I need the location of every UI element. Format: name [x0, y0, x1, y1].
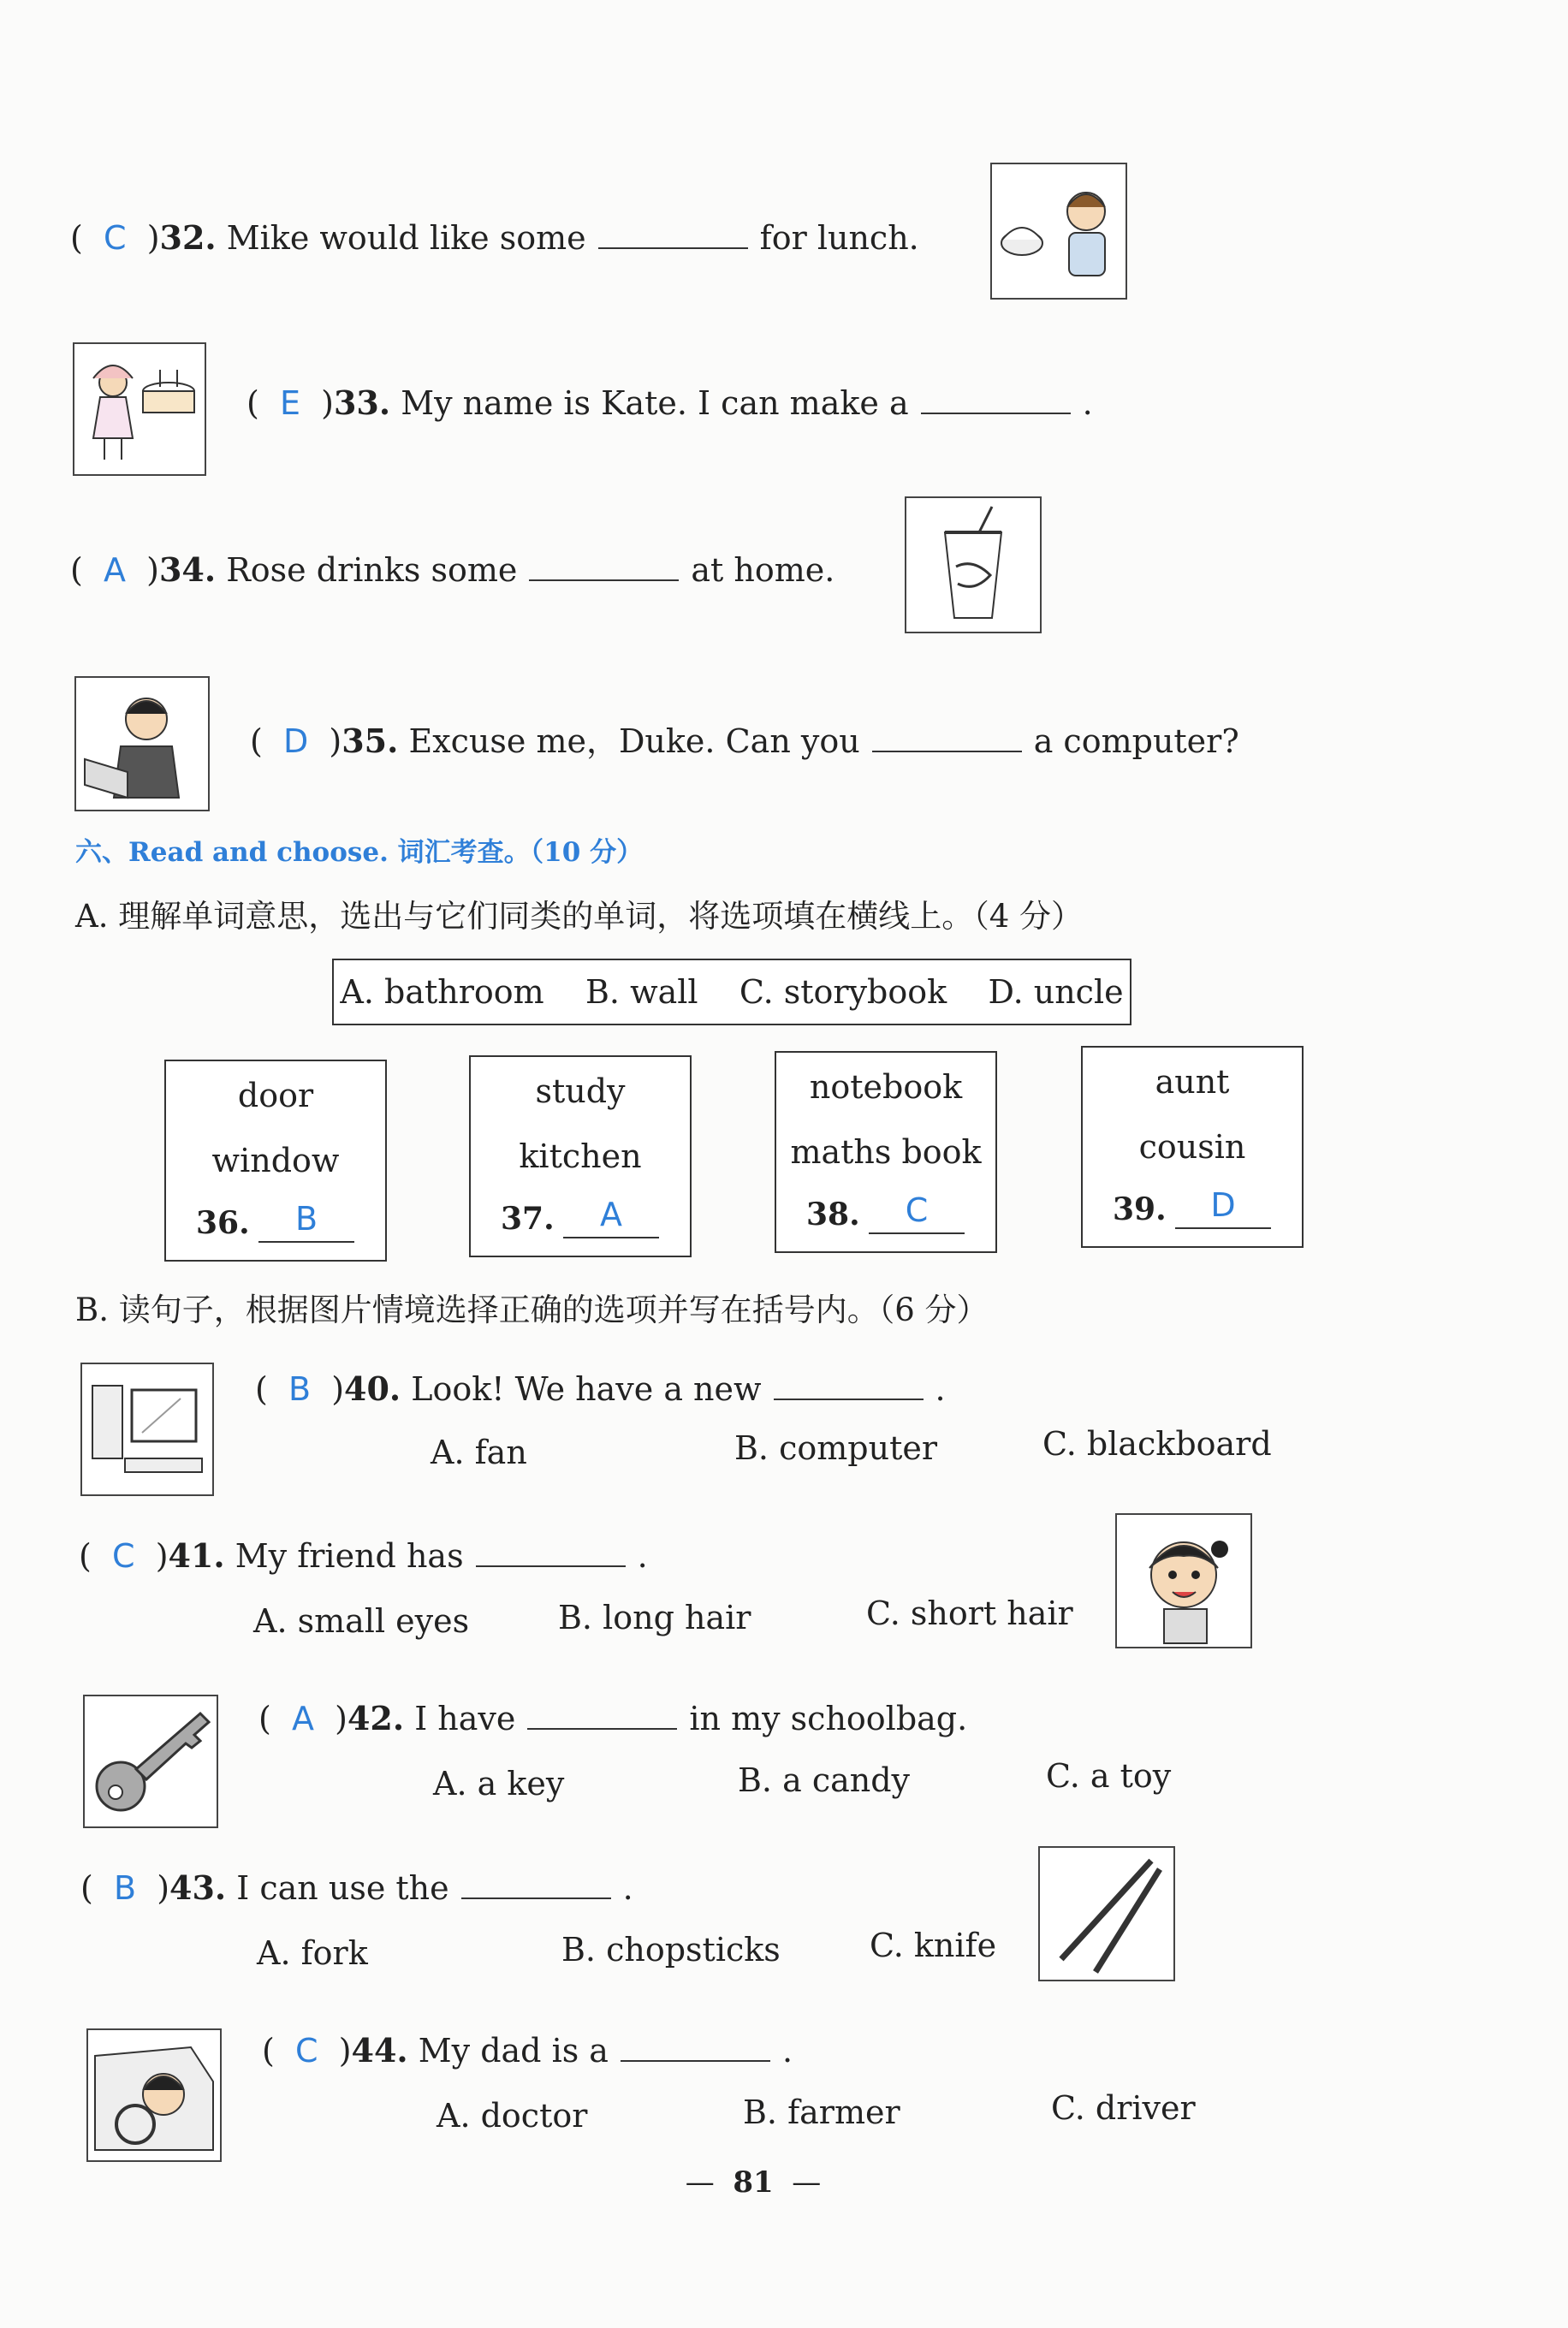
part-a-instruction: A. 理解单词意思，选出与它们同类的单词，将选项填在横线上。（4 分） — [75, 898, 1084, 935]
answer-40: B — [288, 1370, 312, 1408]
option-40-a: A. fan — [431, 1434, 527, 1471]
question-32: ( C )32. Mike would like some for lunch. — [70, 218, 919, 257]
option-44-a: A. doctor — [437, 2097, 588, 2135]
answer-37: A — [600, 1196, 622, 1233]
answer-44: C — [294, 2032, 318, 2070]
girl-short-hair-picture — [1115, 1513, 1252, 1648]
word-box-36: door window 36. B — [164, 1060, 387, 1262]
option-44-b: B. farmer — [743, 2093, 900, 2131]
chopsticks-picture — [1038, 1846, 1175, 1981]
question-35: ( D )35. Excuse me，Duke. Can you a computer? — [250, 722, 1239, 760]
answer-blank — [598, 220, 748, 249]
cola-cup-picture — [905, 496, 1042, 633]
option-43-a: A. fork — [257, 1934, 368, 1972]
part-b-instruction: B. 读句子，根据图片情境选择正确的选项并写在括号内。（6 分） — [75, 1292, 989, 1328]
answer-35: D — [282, 722, 309, 760]
question-34: ( A )34. Rose drinks some at home. — [70, 550, 835, 589]
key-picture — [83, 1695, 218, 1828]
answer-42: A — [291, 1700, 314, 1737]
section-title: 六、Read and choose. 词汇考查。（10 分） — [75, 837, 644, 868]
option-42-a: A. a key — [433, 1765, 565, 1802]
word-box-37: study kitchen 37. A — [469, 1055, 692, 1257]
answer-blank — [621, 2033, 770, 2062]
word-options-box — [332, 959, 1131, 1025]
option-41-a: A. small eyes — [253, 1602, 470, 1640]
answer-36: B — [294, 1200, 318, 1238]
word-options: A. bathroom B. wall C. storybook D. uncle — [340, 973, 1124, 1011]
question-40: ( B )40. Look! We have a new . — [255, 1369, 946, 1408]
answer-blank — [476, 1538, 626, 1567]
answer-39: D — [1210, 1186, 1236, 1224]
answer-blank — [872, 723, 1022, 752]
question-41: ( C )41. My friend has . — [79, 1536, 648, 1575]
question-42: ( A )42. I have in my schoolbag. — [258, 1699, 968, 1737]
answer-41: C — [111, 1537, 135, 1575]
option-41-c: C. short hair — [866, 1595, 1073, 1632]
answer-33: E — [279, 384, 300, 422]
answer-blank — [921, 385, 1071, 414]
rice-bowl-boy-picture — [990, 163, 1127, 300]
page-number: — 81 — — [685, 2165, 822, 2200]
computer-picture — [80, 1363, 214, 1496]
option-43-b: B. chopsticks — [561, 1931, 781, 1969]
answer-43: B — [113, 1869, 137, 1907]
answer-blank — [461, 1870, 611, 1899]
question-44: ( C )44. My dad is a . — [262, 2031, 793, 2070]
option-42-b: B. a candy — [738, 1761, 911, 1799]
answer-blank — [527, 1701, 677, 1730]
question-33: ( E )33. My name is Kate. I can make a . — [246, 383, 1093, 422]
answer-blank — [774, 1371, 924, 1400]
option-40-c: C. blackboard — [1042, 1425, 1272, 1463]
answer-blank — [529, 552, 679, 581]
option-40-b: B. computer — [734, 1429, 937, 1467]
answer-38: C — [905, 1191, 929, 1229]
option-42-c: C. a toy — [1046, 1757, 1172, 1795]
answer-32: C — [103, 219, 127, 257]
option-43-c: C. knife — [870, 1927, 997, 1964]
boy-computer-picture — [74, 676, 210, 811]
option-44-c: C. driver — [1051, 2089, 1196, 2127]
answer-34: A — [103, 551, 126, 589]
word-box-39: aunt cousin 39. D — [1081, 1046, 1304, 1248]
driver-picture — [86, 2028, 222, 2162]
question-43: ( B )43. I can use the . — [80, 1868, 633, 1907]
girl-cake-picture — [73, 342, 206, 476]
option-41-b: B. long hair — [558, 1599, 751, 1636]
word-box-38: notebook maths book 38. C — [775, 1051, 997, 1253]
